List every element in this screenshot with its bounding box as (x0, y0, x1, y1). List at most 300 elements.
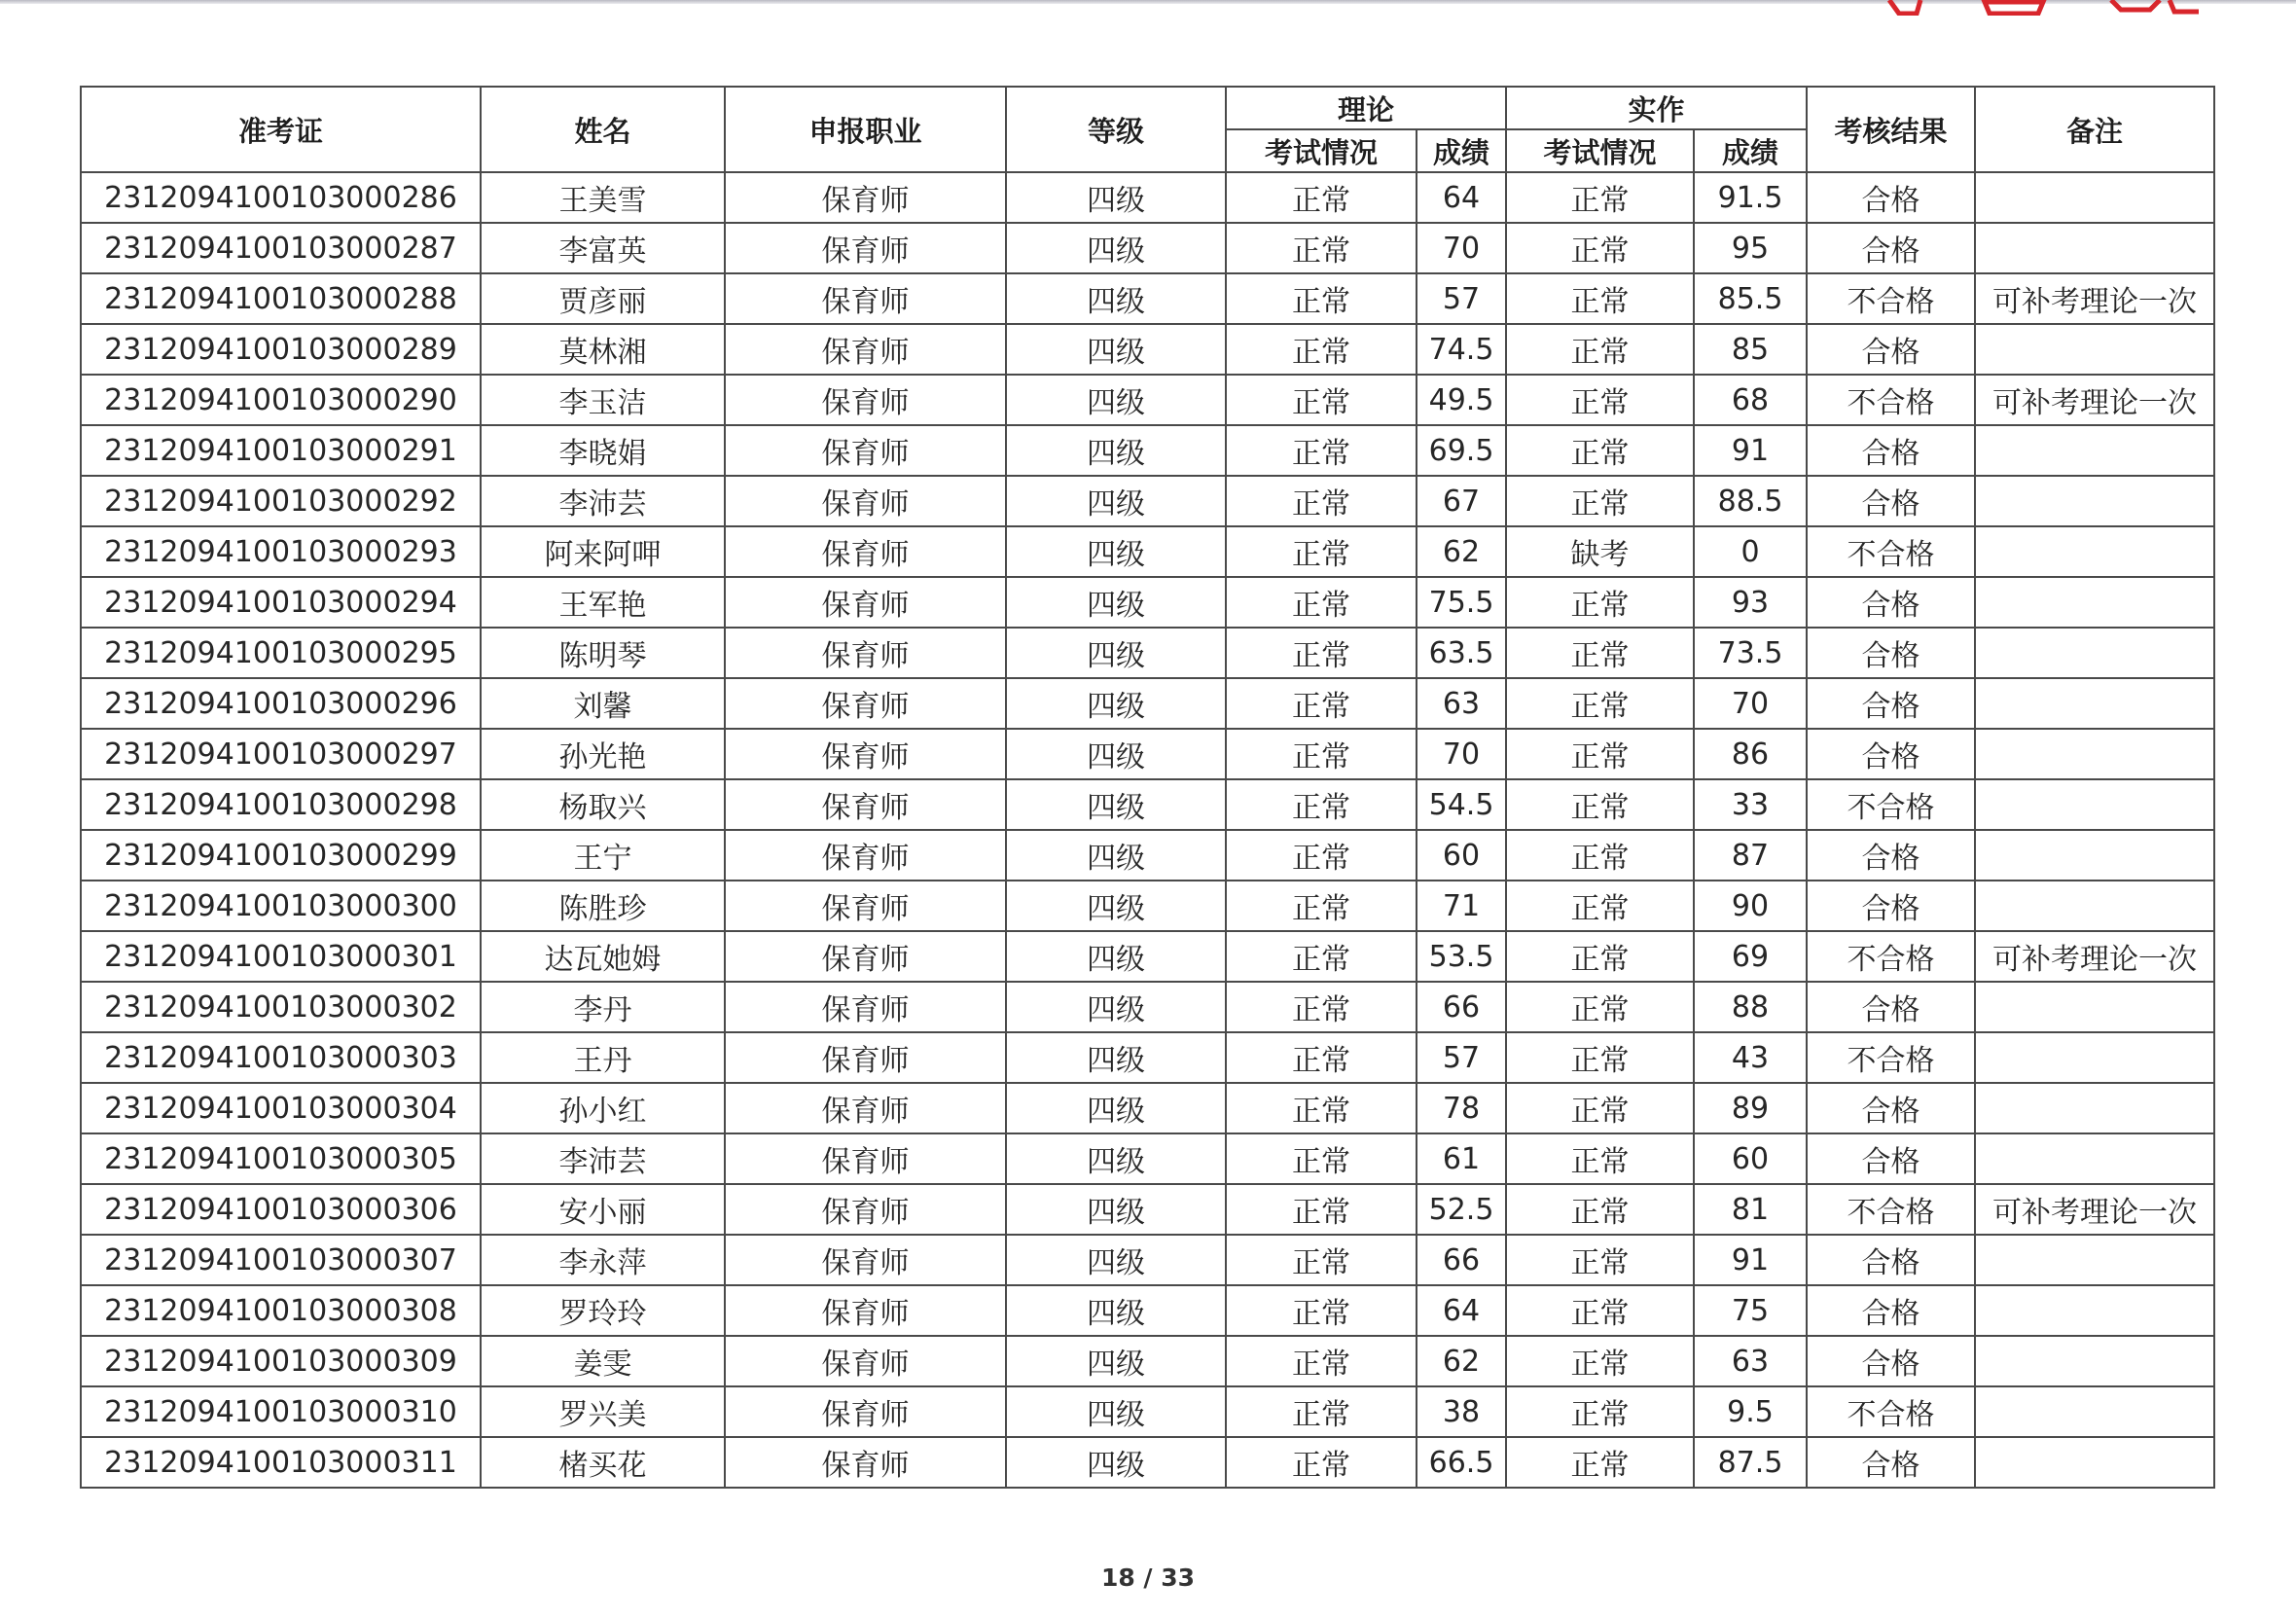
header-level: 等级 (1006, 87, 1226, 172)
occupation-cell: 保育师 (725, 830, 1006, 881)
name-cell: 王美雪 (481, 172, 725, 223)
level-cell: 四级 (1006, 1386, 1226, 1437)
result-cell: 不合格 (1807, 526, 1975, 577)
theory-score-cell: 54.5 (1417, 779, 1506, 830)
name-cell: 孙光艳 (481, 729, 725, 779)
theory-score-cell: 67 (1417, 476, 1506, 526)
remark-cell (1975, 982, 2214, 1032)
name-cell: 杨取兴 (481, 779, 725, 830)
level-cell: 四级 (1006, 476, 1226, 526)
exam-id-cell: 2312094100103000291 (81, 425, 481, 476)
theory-status-cell: 正常 (1226, 628, 1417, 678)
exam-id-cell: 2312094100103000307 (81, 1235, 481, 1285)
practical-status-cell: 正常 (1506, 425, 1694, 476)
practical-status-cell: 正常 (1506, 678, 1694, 729)
table-row (81, 324, 2214, 375)
result-cell: 合格 (1807, 1285, 1975, 1336)
theory-score-cell: 53.5 (1417, 931, 1506, 982)
exam-id-cell: 2312094100103000292 (81, 476, 481, 526)
result-cell: 合格 (1807, 1083, 1975, 1133)
practical-status-cell: 正常 (1506, 628, 1694, 678)
table-row (81, 982, 2214, 1032)
red-seal-stamp-fragment (1878, 0, 2208, 16)
practical-score-cell: 86 (1694, 729, 1807, 779)
level-cell: 四级 (1006, 1184, 1226, 1235)
theory-status-cell: 正常 (1226, 729, 1417, 779)
practical-score-cell: 95 (1694, 223, 1807, 273)
table-row (81, 1285, 2214, 1336)
exam-id-cell: 2312094100103000297 (81, 729, 481, 779)
theory-score-cell: 60 (1417, 830, 1506, 881)
table-row (81, 1083, 2214, 1133)
name-cell: 刘馨 (481, 678, 725, 729)
theory-status-cell: 正常 (1226, 1032, 1417, 1083)
table-row (81, 628, 2214, 678)
practical-status-cell: 正常 (1506, 931, 1694, 982)
occupation-cell: 保育师 (725, 881, 1006, 931)
theory-status-cell: 正常 (1226, 678, 1417, 729)
table-row (81, 425, 2214, 476)
occupation-cell: 保育师 (725, 273, 1006, 324)
theory-status-cell: 正常 (1226, 577, 1417, 628)
table-body (81, 172, 2214, 1488)
practical-score-cell: 63 (1694, 1336, 1807, 1386)
practical-status-cell: 正常 (1506, 1437, 1694, 1488)
practical-score-cell: 93 (1694, 577, 1807, 628)
result-cell: 合格 (1807, 1336, 1975, 1386)
exam-id-cell: 2312094100103000295 (81, 628, 481, 678)
practical-score-cell: 43 (1694, 1032, 1807, 1083)
practical-score-cell: 88.5 (1694, 476, 1807, 526)
level-cell: 四级 (1006, 375, 1226, 425)
result-cell: 不合格 (1807, 1386, 1975, 1437)
result-cell: 不合格 (1807, 375, 1975, 425)
remark-cell (1975, 729, 2214, 779)
remark-cell (1975, 678, 2214, 729)
table-row (81, 526, 2214, 577)
name-cell: 姜雯 (481, 1336, 725, 1386)
occupation-cell: 保育师 (725, 1437, 1006, 1488)
exam-id-cell: 2312094100103000300 (81, 881, 481, 931)
theory-status-cell: 正常 (1226, 1083, 1417, 1133)
practical-score-cell: 33 (1694, 779, 1807, 830)
result-cell: 合格 (1807, 324, 1975, 375)
practical-status-cell: 正常 (1506, 881, 1694, 931)
header-theory-status: 考试情况 (1226, 129, 1417, 172)
occupation-cell: 保育师 (725, 729, 1006, 779)
remark-cell (1975, 172, 2214, 223)
theory-score-cell: 69.5 (1417, 425, 1506, 476)
result-cell: 不合格 (1807, 273, 1975, 324)
theory-score-cell: 64 (1417, 1285, 1506, 1336)
practical-score-cell: 85.5 (1694, 273, 1807, 324)
theory-status-cell: 正常 (1226, 1235, 1417, 1285)
name-cell: 陈明琴 (481, 628, 725, 678)
theory-status-cell: 正常 (1226, 172, 1417, 223)
table-row (81, 1133, 2214, 1184)
header-exam-id: 准考证 (81, 87, 481, 172)
theory-status-cell: 正常 (1226, 881, 1417, 931)
table-row (81, 577, 2214, 628)
occupation-cell: 保育师 (725, 577, 1006, 628)
theory-score-cell: 61 (1417, 1133, 1506, 1184)
theory-score-cell: 64 (1417, 172, 1506, 223)
remark-cell (1975, 1285, 2214, 1336)
result-cell: 不合格 (1807, 1032, 1975, 1083)
exam-id-cell: 2312094100103000306 (81, 1184, 481, 1235)
practical-status-cell: 正常 (1506, 172, 1694, 223)
occupation-cell: 保育师 (725, 1336, 1006, 1386)
exam-id-cell: 2312094100103000304 (81, 1083, 481, 1133)
theory-score-cell: 75.5 (1417, 577, 1506, 628)
exam-id-cell: 2312094100103000289 (81, 324, 481, 375)
theory-score-cell: 62 (1417, 1336, 1506, 1386)
level-cell: 四级 (1006, 628, 1226, 678)
remark-cell: 可补考理论一次 (1975, 375, 2214, 425)
table-row (81, 1235, 2214, 1285)
table-row (81, 1336, 2214, 1386)
level-cell: 四级 (1006, 830, 1226, 881)
table-row (81, 476, 2214, 526)
result-cell: 不合格 (1807, 931, 1975, 982)
practical-status-cell: 正常 (1506, 1336, 1694, 1386)
practical-score-cell: 0 (1694, 526, 1807, 577)
theory-status-cell: 正常 (1226, 223, 1417, 273)
exam-id-cell: 2312094100103000296 (81, 678, 481, 729)
remark-cell (1975, 1437, 2214, 1488)
practical-status-cell: 正常 (1506, 577, 1694, 628)
result-cell: 合格 (1807, 1437, 1975, 1488)
remark-cell (1975, 324, 2214, 375)
theory-score-cell: 74.5 (1417, 324, 1506, 375)
occupation-cell: 保育师 (725, 931, 1006, 982)
theory-status-cell: 正常 (1226, 1285, 1417, 1336)
header-row-top (81, 87, 2214, 129)
level-cell: 四级 (1006, 931, 1226, 982)
exam-id-cell: 2312094100103000286 (81, 172, 481, 223)
result-cell: 不合格 (1807, 1184, 1975, 1235)
theory-score-cell: 70 (1417, 729, 1506, 779)
header-practical: 实作 (1506, 87, 1807, 129)
result-cell: 合格 (1807, 223, 1975, 273)
practical-status-cell: 正常 (1506, 223, 1694, 273)
table-row (81, 779, 2214, 830)
remark-cell (1975, 779, 2214, 830)
level-cell: 四级 (1006, 1133, 1226, 1184)
name-cell: 王军艳 (481, 577, 725, 628)
theory-status-cell: 正常 (1226, 779, 1417, 830)
remark-cell (1975, 1386, 2214, 1437)
practical-score-cell: 90 (1694, 881, 1807, 931)
exam-id-cell: 2312094100103000287 (81, 223, 481, 273)
result-cell: 合格 (1807, 881, 1975, 931)
practical-score-cell: 81 (1694, 1184, 1807, 1235)
table-row (81, 273, 2214, 324)
occupation-cell: 保育师 (725, 779, 1006, 830)
table-row (81, 931, 2214, 982)
result-cell: 合格 (1807, 729, 1975, 779)
practical-score-cell: 88 (1694, 982, 1807, 1032)
level-cell: 四级 (1006, 881, 1226, 931)
level-cell: 四级 (1006, 1285, 1226, 1336)
level-cell: 四级 (1006, 982, 1226, 1032)
practical-status-cell: 正常 (1506, 1032, 1694, 1083)
theory-status-cell: 正常 (1226, 1386, 1417, 1437)
level-cell: 四级 (1006, 172, 1226, 223)
theory-score-cell: 49.5 (1417, 375, 1506, 425)
level-cell: 四级 (1006, 1336, 1226, 1386)
remark-cell: 可补考理论一次 (1975, 273, 2214, 324)
table-row (81, 1032, 2214, 1083)
theory-status-cell: 正常 (1226, 931, 1417, 982)
table-row (81, 375, 2214, 425)
name-cell: 李玉洁 (481, 375, 725, 425)
name-cell: 李永萍 (481, 1235, 725, 1285)
occupation-cell: 保育师 (725, 678, 1006, 729)
remark-cell (1975, 223, 2214, 273)
practical-score-cell: 91 (1694, 425, 1807, 476)
practical-status-cell: 正常 (1506, 1133, 1694, 1184)
name-cell: 莫林湘 (481, 324, 725, 375)
theory-status-cell: 正常 (1226, 273, 1417, 324)
name-cell: 阿来阿呷 (481, 526, 725, 577)
remark-cell (1975, 881, 2214, 931)
result-cell: 合格 (1807, 982, 1975, 1032)
level-cell: 四级 (1006, 1437, 1226, 1488)
header-occupation: 申报职业 (725, 87, 1006, 172)
practical-status-cell: 正常 (1506, 273, 1694, 324)
name-cell: 楮买花 (481, 1437, 725, 1488)
exam-id-cell: 2312094100103000301 (81, 931, 481, 982)
theory-status-cell: 正常 (1226, 1184, 1417, 1235)
theory-score-cell: 70 (1417, 223, 1506, 273)
theory-score-cell: 63 (1417, 678, 1506, 729)
exam-id-cell: 2312094100103000308 (81, 1285, 481, 1336)
theory-status-cell: 正常 (1226, 375, 1417, 425)
practical-status-cell: 正常 (1506, 982, 1694, 1032)
name-cell: 孙小红 (481, 1083, 725, 1133)
exam-id-cell: 2312094100103000311 (81, 1437, 481, 1488)
name-cell: 罗玲玲 (481, 1285, 725, 1336)
occupation-cell: 保育师 (725, 1386, 1006, 1437)
theory-score-cell: 66 (1417, 982, 1506, 1032)
theory-score-cell: 52.5 (1417, 1184, 1506, 1235)
practical-status-cell: 正常 (1506, 375, 1694, 425)
exam-id-cell: 2312094100103000299 (81, 830, 481, 881)
name-cell: 李丹 (481, 982, 725, 1032)
table-row (81, 1437, 2214, 1488)
practical-score-cell: 87.5 (1694, 1437, 1807, 1488)
occupation-cell: 保育师 (725, 1133, 1006, 1184)
table-row (81, 172, 2214, 223)
result-cell: 合格 (1807, 678, 1975, 729)
occupation-cell: 保育师 (725, 1184, 1006, 1235)
theory-status-cell: 正常 (1226, 1437, 1417, 1488)
theory-score-cell: 62 (1417, 526, 1506, 577)
name-cell: 陈胜珍 (481, 881, 725, 931)
name-cell: 李沛芸 (481, 1133, 725, 1184)
result-cell: 合格 (1807, 172, 1975, 223)
theory-status-cell: 正常 (1226, 1133, 1417, 1184)
theory-status-cell: 正常 (1226, 476, 1417, 526)
theory-status-cell: 正常 (1226, 324, 1417, 375)
remark-cell (1975, 577, 2214, 628)
remark-cell (1975, 1336, 2214, 1386)
practical-score-cell: 69 (1694, 931, 1807, 982)
occupation-cell: 保育师 (725, 476, 1006, 526)
occupation-cell: 保育师 (725, 223, 1006, 273)
remark-cell (1975, 830, 2214, 881)
header-practical-status: 考试情况 (1506, 129, 1694, 172)
table-row (81, 881, 2214, 931)
header-result: 考核结果 (1807, 87, 1975, 172)
table-row (81, 1184, 2214, 1235)
table-row (81, 729, 2214, 779)
remark-cell (1975, 526, 2214, 577)
name-cell: 贾彦丽 (481, 273, 725, 324)
practical-status-cell: 正常 (1506, 830, 1694, 881)
practical-status-cell: 缺考 (1506, 526, 1694, 577)
exam-id-cell: 2312094100103000310 (81, 1386, 481, 1437)
table-row (81, 1386, 2214, 1437)
exam-id-cell: 2312094100103000302 (81, 982, 481, 1032)
exam-id-cell: 2312094100103000309 (81, 1336, 481, 1386)
name-cell: 李晓娟 (481, 425, 725, 476)
result-cell: 合格 (1807, 1133, 1975, 1184)
occupation-cell: 保育师 (725, 1083, 1006, 1133)
result-cell: 合格 (1807, 425, 1975, 476)
practical-status-cell: 正常 (1506, 779, 1694, 830)
level-cell: 四级 (1006, 678, 1226, 729)
practical-score-cell: 70 (1694, 678, 1807, 729)
result-cell: 不合格 (1807, 779, 1975, 830)
level-cell: 四级 (1006, 425, 1226, 476)
level-cell: 四级 (1006, 526, 1226, 577)
theory-score-cell: 71 (1417, 881, 1506, 931)
remark-cell (1975, 1032, 2214, 1083)
level-cell: 四级 (1006, 223, 1226, 273)
level-cell: 四级 (1006, 1235, 1226, 1285)
practical-status-cell: 正常 (1506, 476, 1694, 526)
level-cell: 四级 (1006, 324, 1226, 375)
level-cell: 四级 (1006, 1032, 1226, 1083)
practical-score-cell: 75 (1694, 1285, 1807, 1336)
remark-cell (1975, 1235, 2214, 1285)
practical-status-cell: 正常 (1506, 1235, 1694, 1285)
occupation-cell: 保育师 (725, 324, 1006, 375)
remark-cell (1975, 1133, 2214, 1184)
remark-cell: 可补考理论一次 (1975, 931, 2214, 982)
theory-score-cell: 66.5 (1417, 1437, 1506, 1488)
level-cell: 四级 (1006, 577, 1226, 628)
table-row (81, 830, 2214, 881)
page-number: 18 / 33 (1100, 1564, 1196, 1592)
theory-score-cell: 57 (1417, 273, 1506, 324)
remark-cell: 可补考理论一次 (1975, 1184, 2214, 1235)
name-cell: 李沛芸 (481, 476, 725, 526)
theory-status-cell: 正常 (1226, 425, 1417, 476)
name-cell: 王丹 (481, 1032, 725, 1083)
practical-status-cell: 正常 (1506, 1184, 1694, 1235)
occupation-cell: 保育师 (725, 1032, 1006, 1083)
remark-cell (1975, 476, 2214, 526)
level-cell: 四级 (1006, 273, 1226, 324)
practical-status-cell: 正常 (1506, 324, 1694, 375)
practical-score-cell: 87 (1694, 830, 1807, 881)
name-cell: 王宁 (481, 830, 725, 881)
practical-score-cell: 91 (1694, 1235, 1807, 1285)
remark-cell (1975, 1083, 2214, 1133)
header-practical-score: 成绩 (1694, 129, 1807, 172)
exam-id-cell: 2312094100103000303 (81, 1032, 481, 1083)
theory-score-cell: 57 (1417, 1032, 1506, 1083)
level-cell: 四级 (1006, 729, 1226, 779)
practical-score-cell: 89 (1694, 1083, 1807, 1133)
occupation-cell: 保育师 (725, 375, 1006, 425)
practical-status-cell: 正常 (1506, 1285, 1694, 1336)
theory-status-cell: 正常 (1226, 1336, 1417, 1386)
remark-cell (1975, 425, 2214, 476)
occupation-cell: 保育师 (725, 628, 1006, 678)
header-name: 姓名 (481, 87, 725, 172)
theory-score-cell: 66 (1417, 1235, 1506, 1285)
exam-id-cell: 2312094100103000305 (81, 1133, 481, 1184)
practical-status-cell: 正常 (1506, 729, 1694, 779)
exam-id-cell: 2312094100103000298 (81, 779, 481, 830)
result-cell: 合格 (1807, 628, 1975, 678)
occupation-cell: 保育师 (725, 425, 1006, 476)
occupation-cell: 保育师 (725, 526, 1006, 577)
theory-status-cell: 正常 (1226, 830, 1417, 881)
header-theory: 理论 (1226, 87, 1506, 129)
occupation-cell: 保育师 (725, 1285, 1006, 1336)
practical-score-cell: 91.5 (1694, 172, 1807, 223)
exam-id-cell: 2312094100103000294 (81, 577, 481, 628)
exam-id-cell: 2312094100103000290 (81, 375, 481, 425)
level-cell: 四级 (1006, 1083, 1226, 1133)
result-cell: 合格 (1807, 830, 1975, 881)
result-cell: 合格 (1807, 577, 1975, 628)
theory-status-cell: 正常 (1226, 526, 1417, 577)
exam-id-cell: 2312094100103000293 (81, 526, 481, 577)
practical-score-cell: 9.5 (1694, 1386, 1807, 1437)
exam-id-cell: 2312094100103000288 (81, 273, 481, 324)
occupation-cell: 保育师 (725, 1235, 1006, 1285)
theory-score-cell: 78 (1417, 1083, 1506, 1133)
theory-score-cell: 38 (1417, 1386, 1506, 1437)
practical-score-cell: 60 (1694, 1133, 1807, 1184)
level-cell: 四级 (1006, 779, 1226, 830)
theory-status-cell: 正常 (1226, 982, 1417, 1032)
exam-results-table (80, 86, 2215, 1489)
name-cell: 李富英 (481, 223, 725, 273)
practical-status-cell: 正常 (1506, 1083, 1694, 1133)
occupation-cell: 保育师 (725, 982, 1006, 1032)
result-cell: 合格 (1807, 476, 1975, 526)
name-cell: 达瓦她姆 (481, 931, 725, 982)
name-cell: 罗兴美 (481, 1386, 725, 1437)
practical-score-cell: 68 (1694, 375, 1807, 425)
practical-status-cell: 正常 (1506, 1386, 1694, 1437)
remark-cell (1975, 628, 2214, 678)
practical-score-cell: 85 (1694, 324, 1807, 375)
table-row (81, 223, 2214, 273)
theory-score-cell: 63.5 (1417, 628, 1506, 678)
practical-score-cell: 73.5 (1694, 628, 1807, 678)
header-remark: 备注 (1975, 87, 2214, 172)
header-theory-score: 成绩 (1417, 129, 1506, 172)
occupation-cell: 保育师 (725, 172, 1006, 223)
